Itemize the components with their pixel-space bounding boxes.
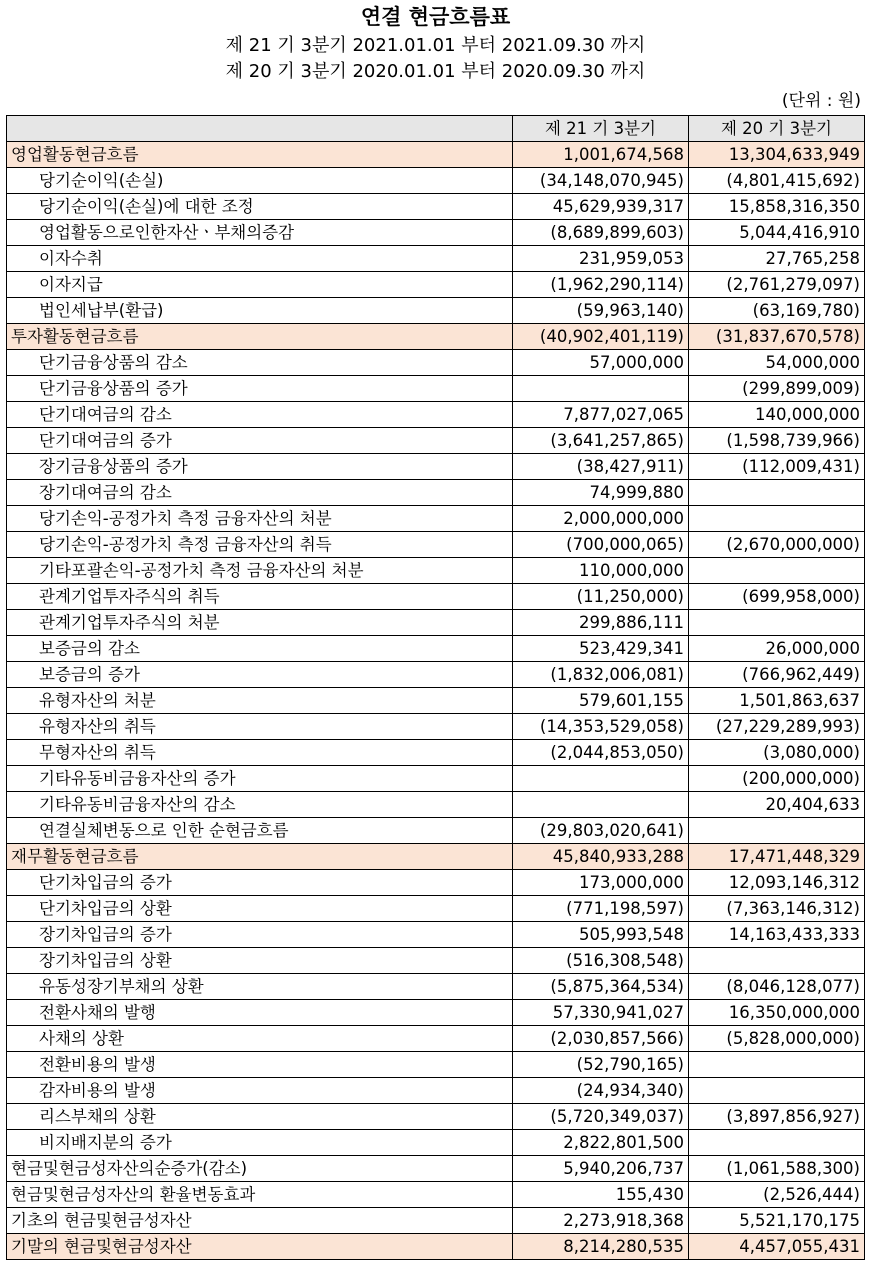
table-row xyxy=(7,402,865,428)
table-row xyxy=(7,714,865,740)
row-current-value: 523,429,341 xyxy=(513,636,689,662)
row-current-value: 7,877,027,065 xyxy=(513,402,689,428)
row-label: 법인세납부(환급) xyxy=(7,298,513,324)
row-current-value: 2,000,000,000 xyxy=(513,506,689,532)
row-label: 전환사채의 발행 xyxy=(7,1000,513,1026)
row-prior-value: (2,670,000,000) xyxy=(689,532,865,558)
row-label: 리스부채의 상환 xyxy=(7,1104,513,1130)
row-label: 이자지급 xyxy=(7,272,513,298)
row-prior-value xyxy=(689,1052,865,1078)
row-prior-value: 15,858,316,350 xyxy=(689,194,865,220)
row-label: 단기차입금의 증가 xyxy=(7,870,513,896)
row-prior-value: 16,350,000,000 xyxy=(689,1000,865,1026)
table-row xyxy=(7,298,865,324)
row-prior-value: (1,061,588,300) xyxy=(689,1156,865,1182)
row-current-value xyxy=(513,766,689,792)
row-label: 단기금융상품의 증가 xyxy=(7,376,513,402)
row-label: 기초의 현금및현금성자산 xyxy=(7,1208,513,1234)
row-current-value: 45,629,939,317 xyxy=(513,194,689,220)
row-label: 보증금의 감소 xyxy=(7,636,513,662)
row-prior-value xyxy=(689,1078,865,1104)
row-prior-value: (766,962,449) xyxy=(689,662,865,688)
row-label: 유형자산의 취득 xyxy=(7,714,513,740)
row-current-value: (1,832,006,081) xyxy=(513,662,689,688)
row-label: 단기차입금의 상환 xyxy=(7,896,513,922)
row-current-value: (5,720,349,037) xyxy=(513,1104,689,1130)
table-row xyxy=(7,558,865,584)
row-prior-value: (4,801,415,692) xyxy=(689,168,865,194)
row-prior-value: (3,897,856,927) xyxy=(689,1104,865,1130)
table-row xyxy=(7,324,865,350)
row-current-value: 8,214,280,535 xyxy=(513,1234,689,1260)
row-current-value xyxy=(513,376,689,402)
row-current-value: (771,198,597) xyxy=(513,896,689,922)
row-prior-value: (63,169,780) xyxy=(689,298,865,324)
table-row xyxy=(7,1130,865,1156)
row-label: 현금및현금성자산의순증가(감소) xyxy=(7,1156,513,1182)
row-label: 당기손익-공정가치 측정 금융자산의 처분 xyxy=(7,506,513,532)
row-current-value: (2,030,857,566) xyxy=(513,1026,689,1052)
header-label-column xyxy=(7,116,513,142)
table-row xyxy=(7,376,865,402)
row-prior-value xyxy=(689,558,865,584)
table-header-row xyxy=(7,116,865,142)
row-prior-value xyxy=(689,948,865,974)
row-label: 투자활동현금흐름 xyxy=(7,324,513,350)
row-current-value: (24,934,340) xyxy=(513,1078,689,1104)
row-prior-value xyxy=(689,818,865,844)
table-row xyxy=(7,532,865,558)
row-current-value: 579,601,155 xyxy=(513,688,689,714)
row-label: 당기손익-공정가치 측정 금융자산의 취득 xyxy=(7,532,513,558)
row-label: 기타포괄손익-공정가치 측정 금융자산의 처분 xyxy=(7,558,513,584)
table-row xyxy=(7,246,865,272)
row-label: 사채의 상환 xyxy=(7,1026,513,1052)
row-current-value: 1,001,674,568 xyxy=(513,142,689,168)
row-current-value: (11,250,000) xyxy=(513,584,689,610)
row-prior-value: 12,093,146,312 xyxy=(689,870,865,896)
table-row xyxy=(7,1182,865,1208)
table-row xyxy=(7,896,865,922)
row-current-value: 57,000,000 xyxy=(513,350,689,376)
table-row xyxy=(7,766,865,792)
header-prior-period: 제 20 기 3분기 xyxy=(689,116,865,142)
table-row xyxy=(7,1052,865,1078)
table-row xyxy=(7,662,865,688)
row-prior-value: (699,958,000) xyxy=(689,584,865,610)
row-prior-value: (2,526,444) xyxy=(689,1182,865,1208)
row-label: 당기순이익(손실) xyxy=(7,168,513,194)
row-label: 감자비용의 발생 xyxy=(7,1078,513,1104)
table-row xyxy=(7,1234,865,1260)
table-row xyxy=(7,948,865,974)
row-current-value: (8,689,899,603) xyxy=(513,220,689,246)
row-prior-value: (31,837,670,578) xyxy=(689,324,865,350)
row-label: 무형자산의 취득 xyxy=(7,740,513,766)
cash-flow-table xyxy=(6,115,865,1260)
row-prior-value: (299,899,009) xyxy=(689,376,865,402)
row-current-value: 173,000,000 xyxy=(513,870,689,896)
row-label: 재무활동현금흐름 xyxy=(7,844,513,870)
row-current-value: 5,940,206,737 xyxy=(513,1156,689,1182)
table-row xyxy=(7,272,865,298)
row-label: 보증금의 증가 xyxy=(7,662,513,688)
row-prior-value: (3,080,000) xyxy=(689,740,865,766)
table-row xyxy=(7,740,865,766)
row-current-value: (700,000,065) xyxy=(513,532,689,558)
row-label: 장기차입금의 증가 xyxy=(7,922,513,948)
row-current-value: (52,790,165) xyxy=(513,1052,689,1078)
period-prior: 제 20 기 3분기 2020.01.01 부터 2020.09.30 까지 xyxy=(225,61,646,82)
table-row xyxy=(7,1104,865,1130)
table-row xyxy=(7,194,865,220)
row-prior-value: 26,000,000 xyxy=(689,636,865,662)
row-current-value: 2,273,918,368 xyxy=(513,1208,689,1234)
row-prior-value xyxy=(689,610,865,636)
table-row xyxy=(7,818,865,844)
row-current-value: 74,999,880 xyxy=(513,480,689,506)
row-prior-value: 5,044,416,910 xyxy=(689,220,865,246)
row-prior-value: 5,521,170,175 xyxy=(689,1208,865,1234)
row-prior-value: (8,046,128,077) xyxy=(689,974,865,1000)
table-row xyxy=(7,454,865,480)
row-current-value: 110,000,000 xyxy=(513,558,689,584)
row-label: 유동성장기부채의 상환 xyxy=(7,974,513,1000)
table-row xyxy=(7,584,865,610)
table-row xyxy=(7,220,865,246)
row-prior-value: 20,404,633 xyxy=(689,792,865,818)
row-current-value: 2,822,801,500 xyxy=(513,1130,689,1156)
row-current-value: (3,641,257,865) xyxy=(513,428,689,454)
table-row xyxy=(7,1208,865,1234)
row-prior-value: 1,501,863,637 xyxy=(689,688,865,714)
row-current-value: 57,330,941,027 xyxy=(513,1000,689,1026)
row-current-value: 231,959,053 xyxy=(513,246,689,272)
table-row xyxy=(7,610,865,636)
row-current-value: (5,875,364,534) xyxy=(513,974,689,1000)
row-label: 기타유동비금융자산의 감소 xyxy=(7,792,513,818)
row-current-value: 505,993,548 xyxy=(513,922,689,948)
table-row xyxy=(7,636,865,662)
row-current-value: 155,430 xyxy=(513,1182,689,1208)
table-row xyxy=(7,974,865,1000)
row-prior-value: (1,598,739,966) xyxy=(689,428,865,454)
row-label: 장기금융상품의 증가 xyxy=(7,454,513,480)
period-current: 제 21 기 3분기 2021.01.01 부터 2021.09.30 까지 xyxy=(225,35,646,56)
header-current-period: 제 21 기 3분기 xyxy=(513,116,689,142)
row-prior-value: (200,000,000) xyxy=(689,766,865,792)
row-prior-value: 140,000,000 xyxy=(689,402,865,428)
row-label: 장기대여금의 감소 xyxy=(7,480,513,506)
row-prior-value: (112,009,431) xyxy=(689,454,865,480)
row-label: 단기금융상품의 감소 xyxy=(7,350,513,376)
table-row xyxy=(7,506,865,532)
table-row xyxy=(7,1156,865,1182)
row-prior-value xyxy=(689,480,865,506)
row-current-value: (40,902,401,119) xyxy=(513,324,689,350)
unit-label: (단위 : 원) xyxy=(781,91,861,111)
row-label: 단기대여금의 감소 xyxy=(7,402,513,428)
table-row xyxy=(7,428,865,454)
row-prior-value: 54,000,000 xyxy=(689,350,865,376)
row-current-value: (34,148,070,945) xyxy=(513,168,689,194)
table-row xyxy=(7,870,865,896)
statement-title: 연결 현금흐름표 xyxy=(360,5,511,29)
table-body xyxy=(7,142,865,1260)
row-label: 관계기업투자주식의 취득 xyxy=(7,584,513,610)
row-current-value: (38,427,911) xyxy=(513,454,689,480)
table-row xyxy=(7,1078,865,1104)
row-label: 유형자산의 처분 xyxy=(7,688,513,714)
row-label: 이자수취 xyxy=(7,246,513,272)
row-prior-value xyxy=(689,1130,865,1156)
row-current-value: 299,886,111 xyxy=(513,610,689,636)
row-label: 전환비용의 발생 xyxy=(7,1052,513,1078)
row-prior-value: (5,828,000,000) xyxy=(689,1026,865,1052)
row-current-value: 45,840,933,288 xyxy=(513,844,689,870)
row-label: 기타유동비금융자산의 증가 xyxy=(7,766,513,792)
row-current-value: (2,044,853,050) xyxy=(513,740,689,766)
table-row xyxy=(7,922,865,948)
row-label: 기말의 현금및현금성자산 xyxy=(7,1234,513,1260)
table-row xyxy=(7,1000,865,1026)
row-label: 단기대여금의 증가 xyxy=(7,428,513,454)
row-label: 당기순이익(손실)에 대한 조정 xyxy=(7,194,513,220)
row-label: 장기차입금의 상환 xyxy=(7,948,513,974)
row-label: 영업활동현금흐름 xyxy=(7,142,513,168)
row-current-value xyxy=(513,792,689,818)
row-current-value: (14,353,529,058) xyxy=(513,714,689,740)
table-row xyxy=(7,142,865,168)
table-row xyxy=(7,1026,865,1052)
table-row xyxy=(7,792,865,818)
table-row xyxy=(7,688,865,714)
table-row xyxy=(7,480,865,506)
row-current-value: (29,803,020,641) xyxy=(513,818,689,844)
row-prior-value: (7,363,146,312) xyxy=(689,896,865,922)
row-prior-value: 17,471,448,329 xyxy=(689,844,865,870)
row-prior-value: (27,229,289,993) xyxy=(689,714,865,740)
row-label: 연결실체변동으로 인한 순현금흐름 xyxy=(7,818,513,844)
row-current-value: (516,308,548) xyxy=(513,948,689,974)
row-prior-value: 14,163,433,333 xyxy=(689,922,865,948)
row-prior-value: 27,765,258 xyxy=(689,246,865,272)
row-prior-value: 4,457,055,431 xyxy=(689,1234,865,1260)
row-label: 영업활동으로인한자산ㆍ부채의증감 xyxy=(7,220,513,246)
row-label: 비지배지분의 증가 xyxy=(7,1130,513,1156)
table-row xyxy=(7,168,865,194)
row-prior-value xyxy=(689,506,865,532)
row-current-value: (59,963,140) xyxy=(513,298,689,324)
row-prior-value: (2,761,279,097) xyxy=(689,272,865,298)
table-row xyxy=(7,844,865,870)
row-label: 관계기업투자주식의 처분 xyxy=(7,610,513,636)
row-prior-value: 13,304,633,949 xyxy=(689,142,865,168)
row-label: 현금및현금성자산의 환율변동효과 xyxy=(7,1182,513,1208)
table-row xyxy=(7,350,865,376)
row-current-value: (1,962,290,114) xyxy=(513,272,689,298)
